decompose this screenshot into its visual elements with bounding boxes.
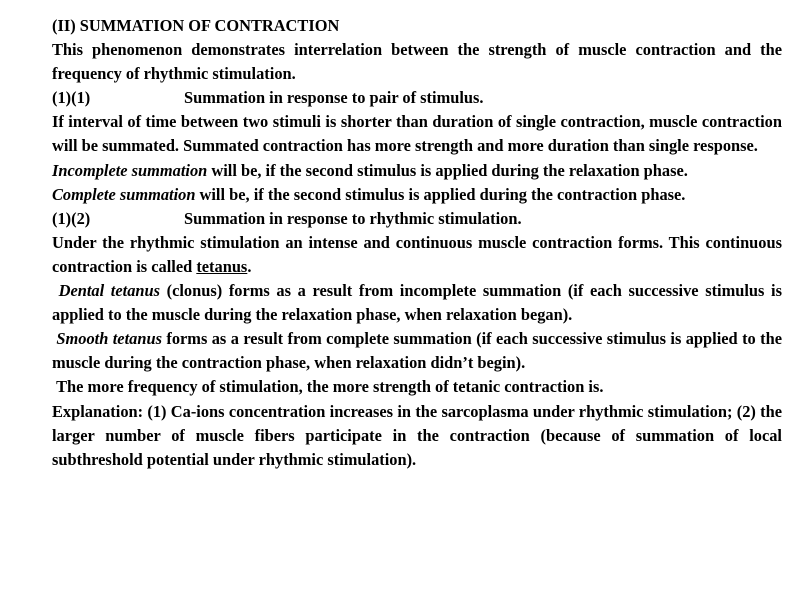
dental-tetanus-paragraph	[52, 279, 782, 327]
frequency-text: The more frequency of stimulation, the more strength of tetanic contraction is.	[56, 377, 604, 397]
page-title: (II) SUMMATION OF CONTRACTION	[52, 16, 340, 35]
intro-paragraph: This phenomenon demonstrates interrelation between the strength of muscle contraction and the frequency of rhythmic stimulation.	[52, 40, 782, 84]
frequency-paragraph	[52, 375, 782, 399]
section-2-title: Summation in response to rhythmic stimulation.	[184, 208, 522, 228]
document-body	[52, 14, 782, 472]
dental-tetanus-text: (clonus) forms as a result from incomplete summation (if each successive stimulus is applied to the muscle during the relaxation phase, when relaxation began).	[52, 281, 782, 325]
smooth-tetanus-text: forms as a result from complete summation (if each successive stimulus is applied to the muscle during the contraction phase, when relaxation didn’t begin).	[52, 329, 782, 373]
tetanus-period: .	[247, 256, 252, 276]
complete-summation-text: will be, if the second stimulus is applied during the contraction phase.	[195, 184, 686, 204]
tetanus-intro-text: Under the rhythmic stimulation an intense and continuous muscle contraction forms. This continuous contraction is called	[52, 232, 782, 276]
complete-summation-term: Complete summation	[52, 184, 196, 204]
section-1-number: (1)(1)	[52, 88, 91, 108]
tetanus-term: tetanus	[196, 256, 248, 276]
smooth-tetanus-paragraph	[52, 327, 782, 375]
dental-tetanus-term: Dental tetanus	[58, 281, 160, 301]
incomplete-summation-paragraph	[52, 159, 782, 183]
incomplete-summation-text: will be, if the second stimulus is applied during the relaxation phase.	[207, 160, 688, 180]
section-2-heading	[52, 207, 782, 231]
section-1-body: If interval of time between two stimuli is shorter than duration of single contraction, muscle contraction will be summated. Summated contraction has more strength and more duration than single response.	[52, 112, 782, 156]
smooth-tetanus-term: Smooth tetanus	[56, 329, 162, 349]
section-2-number: (1)(2)	[52, 208, 91, 228]
incomplete-summation-term: Incomplete summation	[52, 160, 208, 180]
section-1-title: Summation in response to pair of stimulus.	[184, 88, 484, 108]
section-2-body	[52, 231, 782, 279]
explanation-paragraph: Explanation: (1) Ca-ions concentration increases in the sarcoplasma under rhythmic stimulation; (2) the larger number of muscle fibers participate in the contraction (because of summation of local subthreshold potential under rhythmic stimulation).	[52, 401, 782, 469]
complete-summation-paragraph	[52, 183, 782, 207]
section-1-heading	[52, 86, 782, 110]
